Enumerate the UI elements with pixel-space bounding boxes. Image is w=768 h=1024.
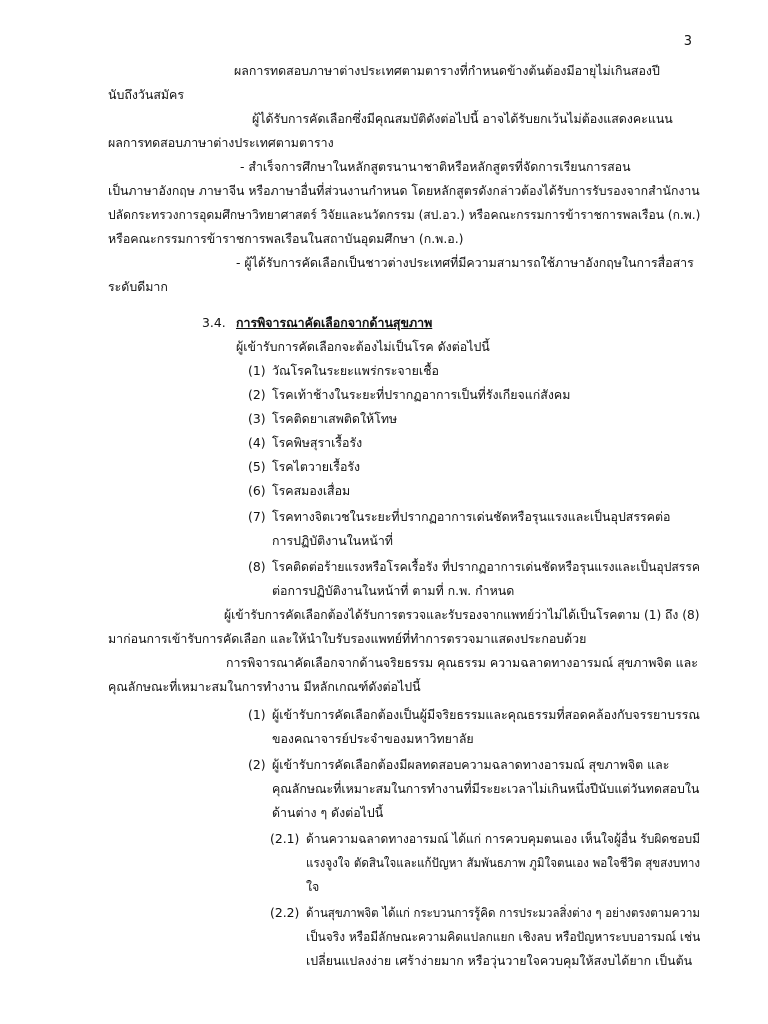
- sublist-item-continuation: ใจ: [306, 879, 320, 894]
- sublist-number: (2.2): [270, 905, 300, 920]
- list-item: วัณโรคในระยะแพร่กระจายเชื้อ: [272, 363, 439, 378]
- sublist-number: (2.1): [270, 831, 300, 846]
- list-number: (2): [248, 387, 266, 402]
- sublist-item-continuation: เปลี่ยนแปลงง่าย เศร้าง่ายมาก หรือวุ่นวายใจควบคุมให้สงบได้ยาก เป็นต้น: [306, 953, 693, 968]
- list-item: ผู้เข้ารับการคัดเลือกต้องมีผลทดสอบความฉลาดทางอารมณ์ สุขภาพจิต และ: [272, 757, 670, 772]
- section-heading: การพิจารณาคัดเลือกจากด้านสุขภาพ: [236, 315, 433, 330]
- list-number: (4): [248, 435, 266, 450]
- list-number: (1): [248, 707, 266, 722]
- paragraph-line: ผู้ได้รับการคัดเลือกซึ่งมีคุณสมบัติดังต่อไปนี้ อาจได้รับยกเว้นไม่ต้องแสดงคะแนน: [252, 111, 673, 126]
- paragraph-line: เป็นภาษาอังกฤษ ภาษาจีน หรือภาษาอื่นที่ส่วนงานกำหนด โดยหลักสูตรดังกล่าวต้องได้รับการรับรองจากสำนักงาน: [108, 183, 700, 198]
- paragraph-line: ผลการทดสอบภาษาต่างประเทศตามตารางที่กำหนดข้างต้นต้องมีอายุไม่เกินสองปี: [234, 63, 660, 78]
- sublist-item: ด้านสุขภาพจิต ได้แก่ กระบวนการรู้คิด การประมวลสิ่งต่าง ๆ อย่างตรงตามความ: [306, 905, 701, 920]
- list-item-continuation: การปฏิบัติงานในหน้าที่: [272, 533, 393, 548]
- section-number: 3.4.: [202, 315, 226, 330]
- list-item: โรคไตวายเรื้อรัง: [272, 459, 361, 474]
- page-number: 3: [683, 34, 692, 49]
- list-item: โรคเท้าช้างในระยะที่ปรากฏอาการเป็นที่รังเกียจแก่สังคม: [272, 387, 571, 402]
- paragraph-line: นับถึงวันสมัคร: [108, 87, 184, 102]
- paragraph-line: การพิจารณาคัดเลือกจากด้านจริยธรรม คุณธรรม ความฉลาดทางอารมณ์ สุขภาพจิต และ: [226, 655, 698, 670]
- list-item: โรคติดต่อร้ายแรงหรือโรคเรื้อรัง ที่ปรากฏอาการเด่นชัดหรือรุนแรงและเป็นอุปสรรค: [272, 559, 700, 574]
- list-number: (2): [248, 757, 266, 772]
- paragraph-line: มาก่อนการเข้ารับการคัดเลือก และให้นำใบรับรองแพทย์ที่ทำการตรวจมาแสดงประกอบด้วย: [108, 631, 587, 646]
- list-number: (1): [248, 363, 266, 378]
- paragraph-line: ระดับดีมาก: [108, 279, 168, 294]
- list-item-continuation: ของคณาจารย์ประจำของมหาวิทยาลัย: [272, 731, 474, 746]
- paragraph-line: ผลการทดสอบภาษาต่างประเทศตามตาราง: [108, 135, 334, 150]
- list-item-continuation: คุณลักษณะที่เหมาะสมในการทำงานที่มีระยะเวลาไม่เกินหนึ่งปีนับแต่วันทดสอบใน: [272, 781, 700, 796]
- paragraph-line: หรือคณะกรรมการข้าราชการพลเรือนในสถาบันอุดมศึกษา (ก.พ.อ.): [108, 231, 464, 246]
- list-item-continuation: ต่อการปฏิบัติงานในหน้าที่ ตามที่ ก.พ. กำหนด: [272, 583, 515, 598]
- bullet-line: - สำเร็จการศึกษาในหลักสูตรนานาชาติหรือหลักสูตรที่จัดการเรียนการสอน: [240, 159, 631, 174]
- sublist-item-continuation: แรงจูงใจ ตัดสินใจและแก้ปัญหา สัมพันธภาพ ภูมิใจตนเอง พอใจชีวิต สุขสงบทาง: [306, 855, 701, 870]
- list-item: โรคติดยาเสพติดให้โทษ: [272, 411, 398, 426]
- list-item: โรคทางจิตเวชในระยะที่ปรากฏอาการเด่นชัดหรือรุนแรงและเป็นอุปสรรคต่อ: [272, 509, 671, 524]
- list-item: โรคสมองเสื่อม: [272, 483, 351, 498]
- list-item: ผู้เข้ารับการคัดเลือกต้องเป็นผู้มีจริยธรรมและคุณธรรมที่สอดคล้องกับจรรยาบรรณ: [272, 707, 700, 722]
- list-number: (7): [248, 509, 266, 524]
- section-intro: ผู้เข้ารับการคัดเลือกจะต้องไม่เป็นโรค ดังต่อไปนี้: [236, 339, 490, 354]
- bullet-line: - ผู้ได้รับการคัดเลือกเป็นชาวต่างประเทศที่มีความสามารถใช้ภาษาอังกฤษในการสื่อสาร: [236, 255, 694, 270]
- paragraph-line: ผู้เข้ารับการคัดเลือกต้องได้รับการตรวจและรับรองจากแพทย์ว่าไม่ได้เป็นโรคตาม (1) ถึง (8): [224, 607, 700, 622]
- list-number: (6): [248, 483, 266, 498]
- list-number: (5): [248, 459, 266, 474]
- list-item-continuation: ด้านต่าง ๆ ดังต่อไปนี้: [272, 805, 384, 820]
- sublist-item: ด้านความฉลาดทางอารมณ์ ได้แก่ การควบคุมตนเอง เห็นใจผู้อื่น รับผิดชอบมี: [306, 831, 701, 846]
- list-number: (3): [248, 411, 266, 426]
- list-item: โรคพิษสุราเรื้อรัง: [272, 435, 363, 450]
- list-number: (8): [248, 559, 266, 574]
- paragraph-line: คุณลักษณะที่เหมาะสมในการทำงาน มีหลักเกณฑ์ดังต่อไปนี้: [108, 679, 421, 694]
- paragraph-line: ปลัดกระทรวงการอุดมศึกษาวิทยาศาสตร์ วิจัยและนวัตกรรม (สป.อว.) หรือคณะกรรมการข้าราชการพลเรือน (ก.พ.): [108, 207, 701, 222]
- sublist-item-continuation: เป็นจริง หรือมีลักษณะความคิดแปลกแยก เชิงลบ หรือปัญหาระบบอารมณ์ เช่น: [306, 929, 701, 944]
